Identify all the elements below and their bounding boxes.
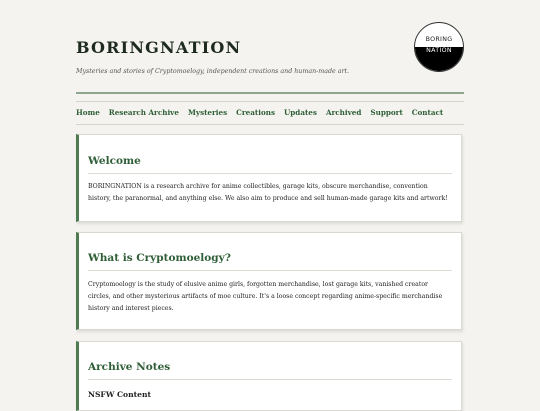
nav-home[interactable]: Home xyxy=(76,108,100,117)
nav-creations[interactable]: Creations xyxy=(236,108,276,117)
site-logo[interactable] xyxy=(414,22,464,72)
archive-notes-card xyxy=(76,341,462,411)
welcome-card xyxy=(76,134,462,222)
logo-text-top: BORING xyxy=(425,36,453,43)
header-divider xyxy=(76,92,464,94)
nav-top-rule xyxy=(76,101,464,102)
nav-updates[interactable]: Updates xyxy=(284,108,317,117)
archive-notes-divider xyxy=(88,379,452,380)
welcome-heading: Welcome xyxy=(88,155,141,167)
nav-bottom-rule xyxy=(76,124,464,125)
cryptomoelogy-divider xyxy=(88,270,452,271)
archive-notes-heading: Archive Notes xyxy=(88,361,171,373)
cryptomoelogy-body: Cryptomoelogy is the study of elusive anime girls, forgotten merchandise, lost garage kits, vanished creator circles, and other mysterious artifacts of moe culture. It's a loose concept regarding anime-specific merchandise history and interest pieces. xyxy=(88,281,443,312)
site-title[interactable]: BORINGNATION xyxy=(76,38,242,57)
site-tagline: Mysteries and stories of Cryptomoelogy, independent creations and human-made art. xyxy=(76,68,350,75)
cryptomoelogy-heading: What is Cryptomoelogy? xyxy=(88,252,231,264)
nsfw-content-heading: NSFW Content xyxy=(88,390,151,399)
welcome-body: BORINGNATION is a research archive for anime collectibles, garage kits, obscure merchandise, convention history, the paranormal, and anything else. We also aim to produce and sell human-made garage kits and artwork! xyxy=(88,183,448,202)
welcome-divider xyxy=(88,173,452,174)
nav-archived[interactable]: Archived xyxy=(325,108,362,117)
logo-text-bottom: NATION xyxy=(426,47,452,54)
nav-research-archive[interactable]: Research Archive xyxy=(108,108,179,117)
main-nav xyxy=(76,108,443,120)
nav-mysteries[interactable]: Mysteries xyxy=(187,108,228,117)
nav-contact[interactable]: Contact xyxy=(411,108,444,117)
cryptomoelogy-card xyxy=(76,232,462,330)
nav-support[interactable]: Support xyxy=(370,108,403,117)
